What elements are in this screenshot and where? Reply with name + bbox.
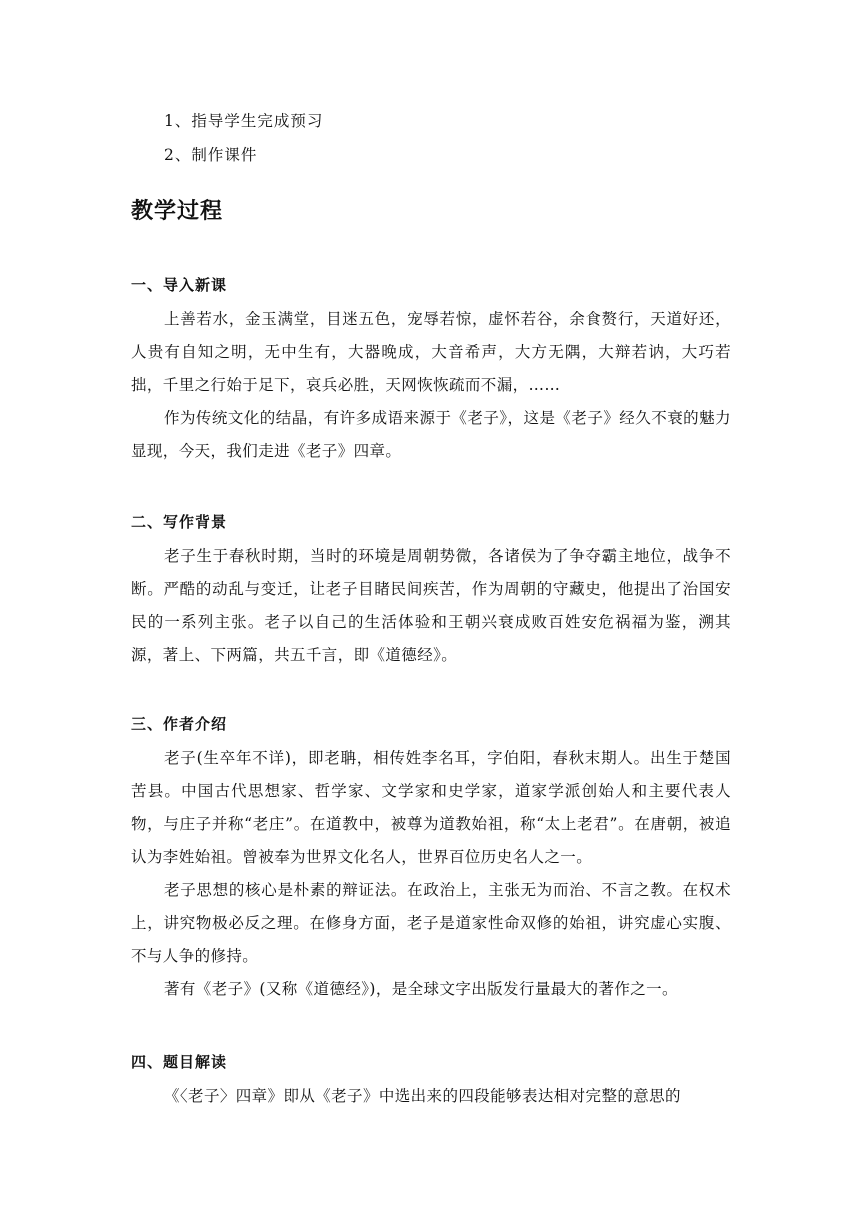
paragraph-author-thought: 老子思想的核心是朴素的辩证法。在政治上，主张无为而治、不言之教。在权术上，讲究物极必反之理。在修身方面，老子是道家性命双修的始祖，讲究虚心实腹、不与人争的修持。 bbox=[131, 881, 731, 965]
heading-author: 三、作者介绍 bbox=[131, 715, 228, 733]
paragraph-author-bio: 老子(生卒年不详)，即老聃，相传姓李名耳，字伯阳，春秋末期人。出生于楚国苦县。中国古代思想家、哲学家、文学家和史学家，道家学派创始人和主要代表人物，与庄子并称“老庄”。在道教中，被尊为道教始祖，称“太上老君”。在唐朝，被追认为李姓始祖。曾被奉为世界文化名人，世界百位历史名人之一。 bbox=[131, 749, 731, 866]
prep-item-2: 2、制作课件 bbox=[164, 146, 258, 164]
paragraph-introduction: 作为传统文化的结晶，有许多成语来源于《老子》，这是《老子》经久不衰的魅力显现，今天，我们走进《老子》四章。 bbox=[131, 409, 731, 460]
paragraph-title-interpretation: 《〈老子〉四章》即从《老子》中选出来的四段能够表达相对完整的意思的 bbox=[164, 1087, 681, 1105]
paragraph-author-works: 著有《老子》(又称《道德经》)，是全球文字出版发行量最大的著作之一。 bbox=[164, 980, 678, 998]
paragraph-background: 老子生于春秋时期，当时的环境是周朝势微，各诸侯为了争夺霸主地位，战争不断。严酷的动乱与变迁，让老子目睹民间疾苦，作为周朝的守藏史，他提出了治国安民的一系列主张。老子以自己的生活体验和王朝兴衰成败百姓安危祸福为鉴，溯其源，著上、下两篇，共五千言，即《道德经》。 bbox=[131, 547, 731, 664]
prep-item-1: 1、指导学生完成预习 bbox=[164, 112, 324, 130]
paragraph-idioms: 上善若水，金玉满堂，目迷五色，宠辱若惊，虚怀若谷，余食赘行，天道好还，人贵有自知之明，无中生有，大器晚成，大音希声，大方无隅，大辩若讷，大巧若拙，千里之行始于足下，哀兵必胜，天网恢恢疏而不漏，…… bbox=[131, 310, 731, 394]
heading-background: 二、写作背景 bbox=[131, 513, 228, 531]
section-title-teaching-process: 教学过程 bbox=[131, 199, 224, 224]
heading-title-interpretation: 四、题目解读 bbox=[131, 1053, 228, 1071]
heading-introduction: 一、导入新课 bbox=[131, 276, 228, 294]
